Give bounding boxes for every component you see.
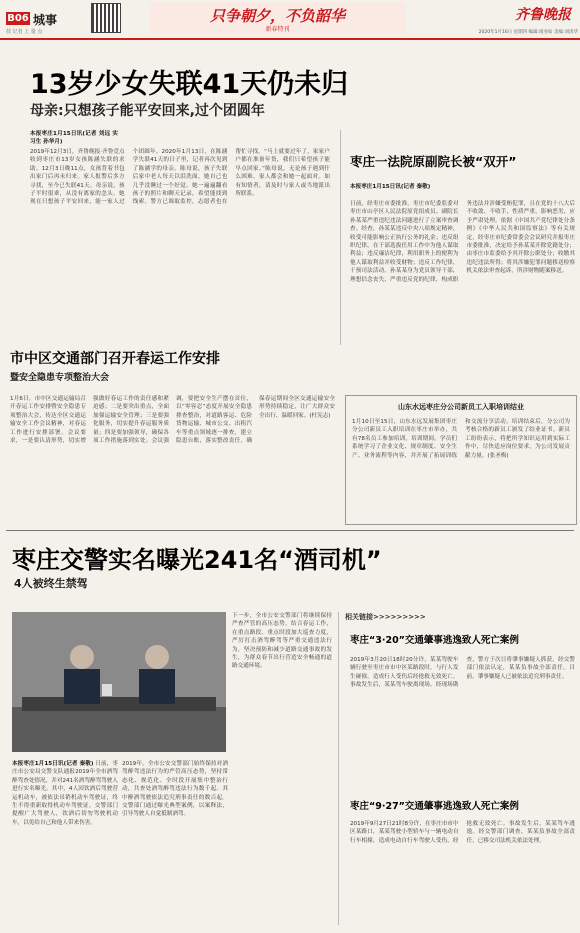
- water-box: [345, 395, 577, 525]
- lead-headline: 13岁少女失联41天仍未归: [30, 69, 349, 100]
- photo-illustration: [12, 612, 226, 752]
- issue-line: 2020年1月16日 星期四 编辑:靖亚如 美编:刘清华: [478, 30, 578, 35]
- related-links-label: 相关链接>>>>>>>>>: [345, 613, 426, 621]
- drunk-text-1: 日前，枣庄市公安局交警支队通报2019年全市酒驾醉驾查处情况，并对241名酒驾醉驾驾驶人进行实名曝光。其中，4人因饮酒后驾驶营运机动车，被依法吊销机动车驾驶证，终生不得重新取得机动车驾驶证。交警部门提醒广大驾驶人，饮酒后切勿驾驶机动车，以免给自己和他人带来伤害。: [12, 761, 118, 826]
- slogan-subtitle: 新春特刊: [265, 26, 290, 33]
- qr-code-icon: [92, 4, 120, 32]
- drunk-column-3: 下一步，全市公安交警部门将继续保持严查严管的高压态势，结合春运工作，在重点路段、重点时段加大巡查力度，严厉打击酒驾醉驾等严重交通违法行为，坚决预防和减少道路交通事故的发生，为群众春节出行营造安全畅通的道路交通环境。: [232, 613, 332, 670]
- case1-body: 2019年3月20日18时20分许，某某驾驶车辆行驶至枣庄市市中区某路段时，与行人发生碰撞，造成行人受伤后经抢救无效死亡。事故发生后，某某驾车驶离现场。经现场勘查，警方于次日将肇事嫌疑人抓获。经交警部门依法认定，某某负事故全部责任。目前，肇事嫌疑人已被依法追究刑事责任。: [350, 657, 575, 689]
- column-divider-2: [338, 612, 339, 925]
- slogan-text: 只争朝夕，不负韶华: [209, 7, 345, 25]
- water-headline: 山东水远枣庄分公司新员工入职培训结业: [398, 403, 524, 411]
- drunk-byline: 本报枣庄1月15日讯(记者 秦敬): [12, 761, 94, 767]
- masthead-rule: [0, 38, 580, 40]
- column-divider: [340, 130, 341, 345]
- editor-line: 技 记者 上 量 点: [6, 29, 43, 35]
- section-rule: [6, 530, 574, 531]
- lead-byline: 本报枣庄1月15日讯(记者 刘远 实习生 孙华月): [30, 131, 118, 146]
- meeting-headline: 市中区交通部门召开春运工作安排: [10, 351, 220, 367]
- lead-subhead: 母亲:只想孩子能平安回来,过个团圆年: [30, 103, 265, 119]
- drunk-headline: 枣庄交警实名曝光241名“酒司机”: [12, 546, 382, 574]
- slogan-banner: [150, 2, 405, 34]
- paper-logo: 齐鲁晚报: [515, 7, 571, 23]
- court-body: 日前，经枣庄市委批准，枣庄市纪委监委对枣庄市山亭区人民法院原党组成员、副院长孙某某严重违纪违法问题进行了立案审查调查。经查，孙某某违反中央八项规定精神，收受可能影响公正执行公务的礼金；违反组织纪律，在干部选拔任用工作中为他人谋取利益；违反廉洁纪律，利用职务上的便利为他人谋取利益并收受财物；违反工作纪律，干预司法活动。孙某某身为党员领导干部，理想信念丧失，严重违反党的纪律，构成职务违法并涉嫌受贿犯罪，且在党的十八大后不收敛、不收手，性质严重，影响恶劣，应予严肃处理。依据《中国共产党纪律处分条例》《中华人民共和国监察法》等有关规定，经枣庄市纪委常委会会议研究并报枣庄市委批准，决定给予孙某某开除党籍处分；由枣庄市监委给予其开除公职处分；收缴其违纪违法所得；将其涉嫌犯罪问题移送检察机关依法审查起诉，所涉财物随案移送。: [350, 201, 575, 283]
- case1-headline: 枣庄“3·20”交通肇事逃逸致人死亡案例: [350, 635, 519, 646]
- meeting-subhead: 暨安全隐患专项整治大会: [10, 373, 110, 383]
- lead-body: 2019年12月3日，齐鲁晚报·齐鲁壹点收到枣庄市13岁女孩陈涵失联的求助。12月3日晚11点，女孩背着书包出家门后再未归来。家人报警后多方寻找，至今已失联41天。母亲说，孩子平时很乖，从没有离家的念头。她现在只想孩子平安回来，能一家人过个团圆年。2020年1月13日，在陈涵学失联41天的日子里，记者再次见到了陈涵学的母亲。陈母说，孩子失联后家中老人每天以泪洗面，她自己也几乎没睡过一个好觉。她一遍遍翻看孩子的照片和聊天记录，希望能找到线索。警方已调取监控，志愿者也在帮忙寻找。“马上就要过年了，家家户户都在准备年货，我们只希望孩子能早点回家。”陈母说，无论孩子遇到什么困难，家人都会和她一起面对。如有知情者，请及时与家人或当地派出所联系。: [30, 149, 330, 206]
- water-body: 1月10日至15日，山东水远发展集团枣庄分公司新员工入职培训在枣庄市举办，共有78名员工参加培训。培训期间，学员们系统学习了企业文化、规章制度、安全生产、业务流程等内容，并开展了拓展训练和交流分享活动。培训结束后，分公司为考核合格的新员工颁发了结业证书。新员工纷纷表示，将把所学知识运用到实际工作中，尽快适应岗位要求，为公司发展贡献力量。(张圣梅): [352, 419, 570, 459]
- meeting-body: 1月6日，市中区交通运输局召开春运工作安排暨安全隐患专项整治大会，传达全区交通运输安全工作会议精神，对春运工作进行安排部署。会议要求，一是要认清形势，切实增强做好春运工作的责任感和紧迫感；二是要突出重点，全面加强运输安全管理；三是要强化服务，切实提升春运服务质量；四是要加强领导，确保各项工作措施落到实处。会议强调，要把安全生产摆在首位，以“零容忍”态度开展安全隐患排查整治，对道路客运、危险货物运输、城市公交、出租汽车等重点领域逐一排查，建立隐患台账，落实整改责任，确保春运期间全区交通运输安全形势持续稳定，让广大群众安全出行、温暖回家。(杜宪志): [10, 396, 335, 445]
- press-conference-photo: [12, 612, 226, 752]
- case2-headline: 枣庄“9·27”交通肇事逃逸致人死亡案例: [350, 801, 519, 812]
- page-number: B06: [7, 13, 29, 24]
- drunk-column-2: 2019年，全市公安交警部门始终保持对酒驾醉驾违法行为的严管高压态势，坚持常态化、规范化、全时段开展集中整治行动，共查处酒驾醉驾违法行为数千起。其中醉酒驾驶依法追究刑事责任的数百起。交警部门通过曝光典型案例，以案释法，引导驾驶人自觉抵制酒驾。: [122, 761, 228, 818]
- section-name: 城事: [33, 13, 58, 27]
- case2-body: 2019年9月27日21时8分许，在枣庄市市中区某路口，某某驾驶小型轿车与一辆电动自行车相撞，造成电动自行车驾驶人受伤，经抢救无效死亡。事故发生后，某某驾车逃逸。经交警部门调查，某某负事故全部责任，已移交司法机关依法处理。: [350, 821, 575, 844]
- court-byline: 本报枣庄1月15日讯(记者 秦敬): [350, 184, 431, 190]
- drunk-subhead: 4人被终生禁驾: [14, 577, 88, 590]
- court-headline: 枣庄一法院原副院长被“双开”: [350, 154, 517, 169]
- drunk-column-1: [12, 760, 118, 925]
- masthead: [0, 0, 580, 40]
